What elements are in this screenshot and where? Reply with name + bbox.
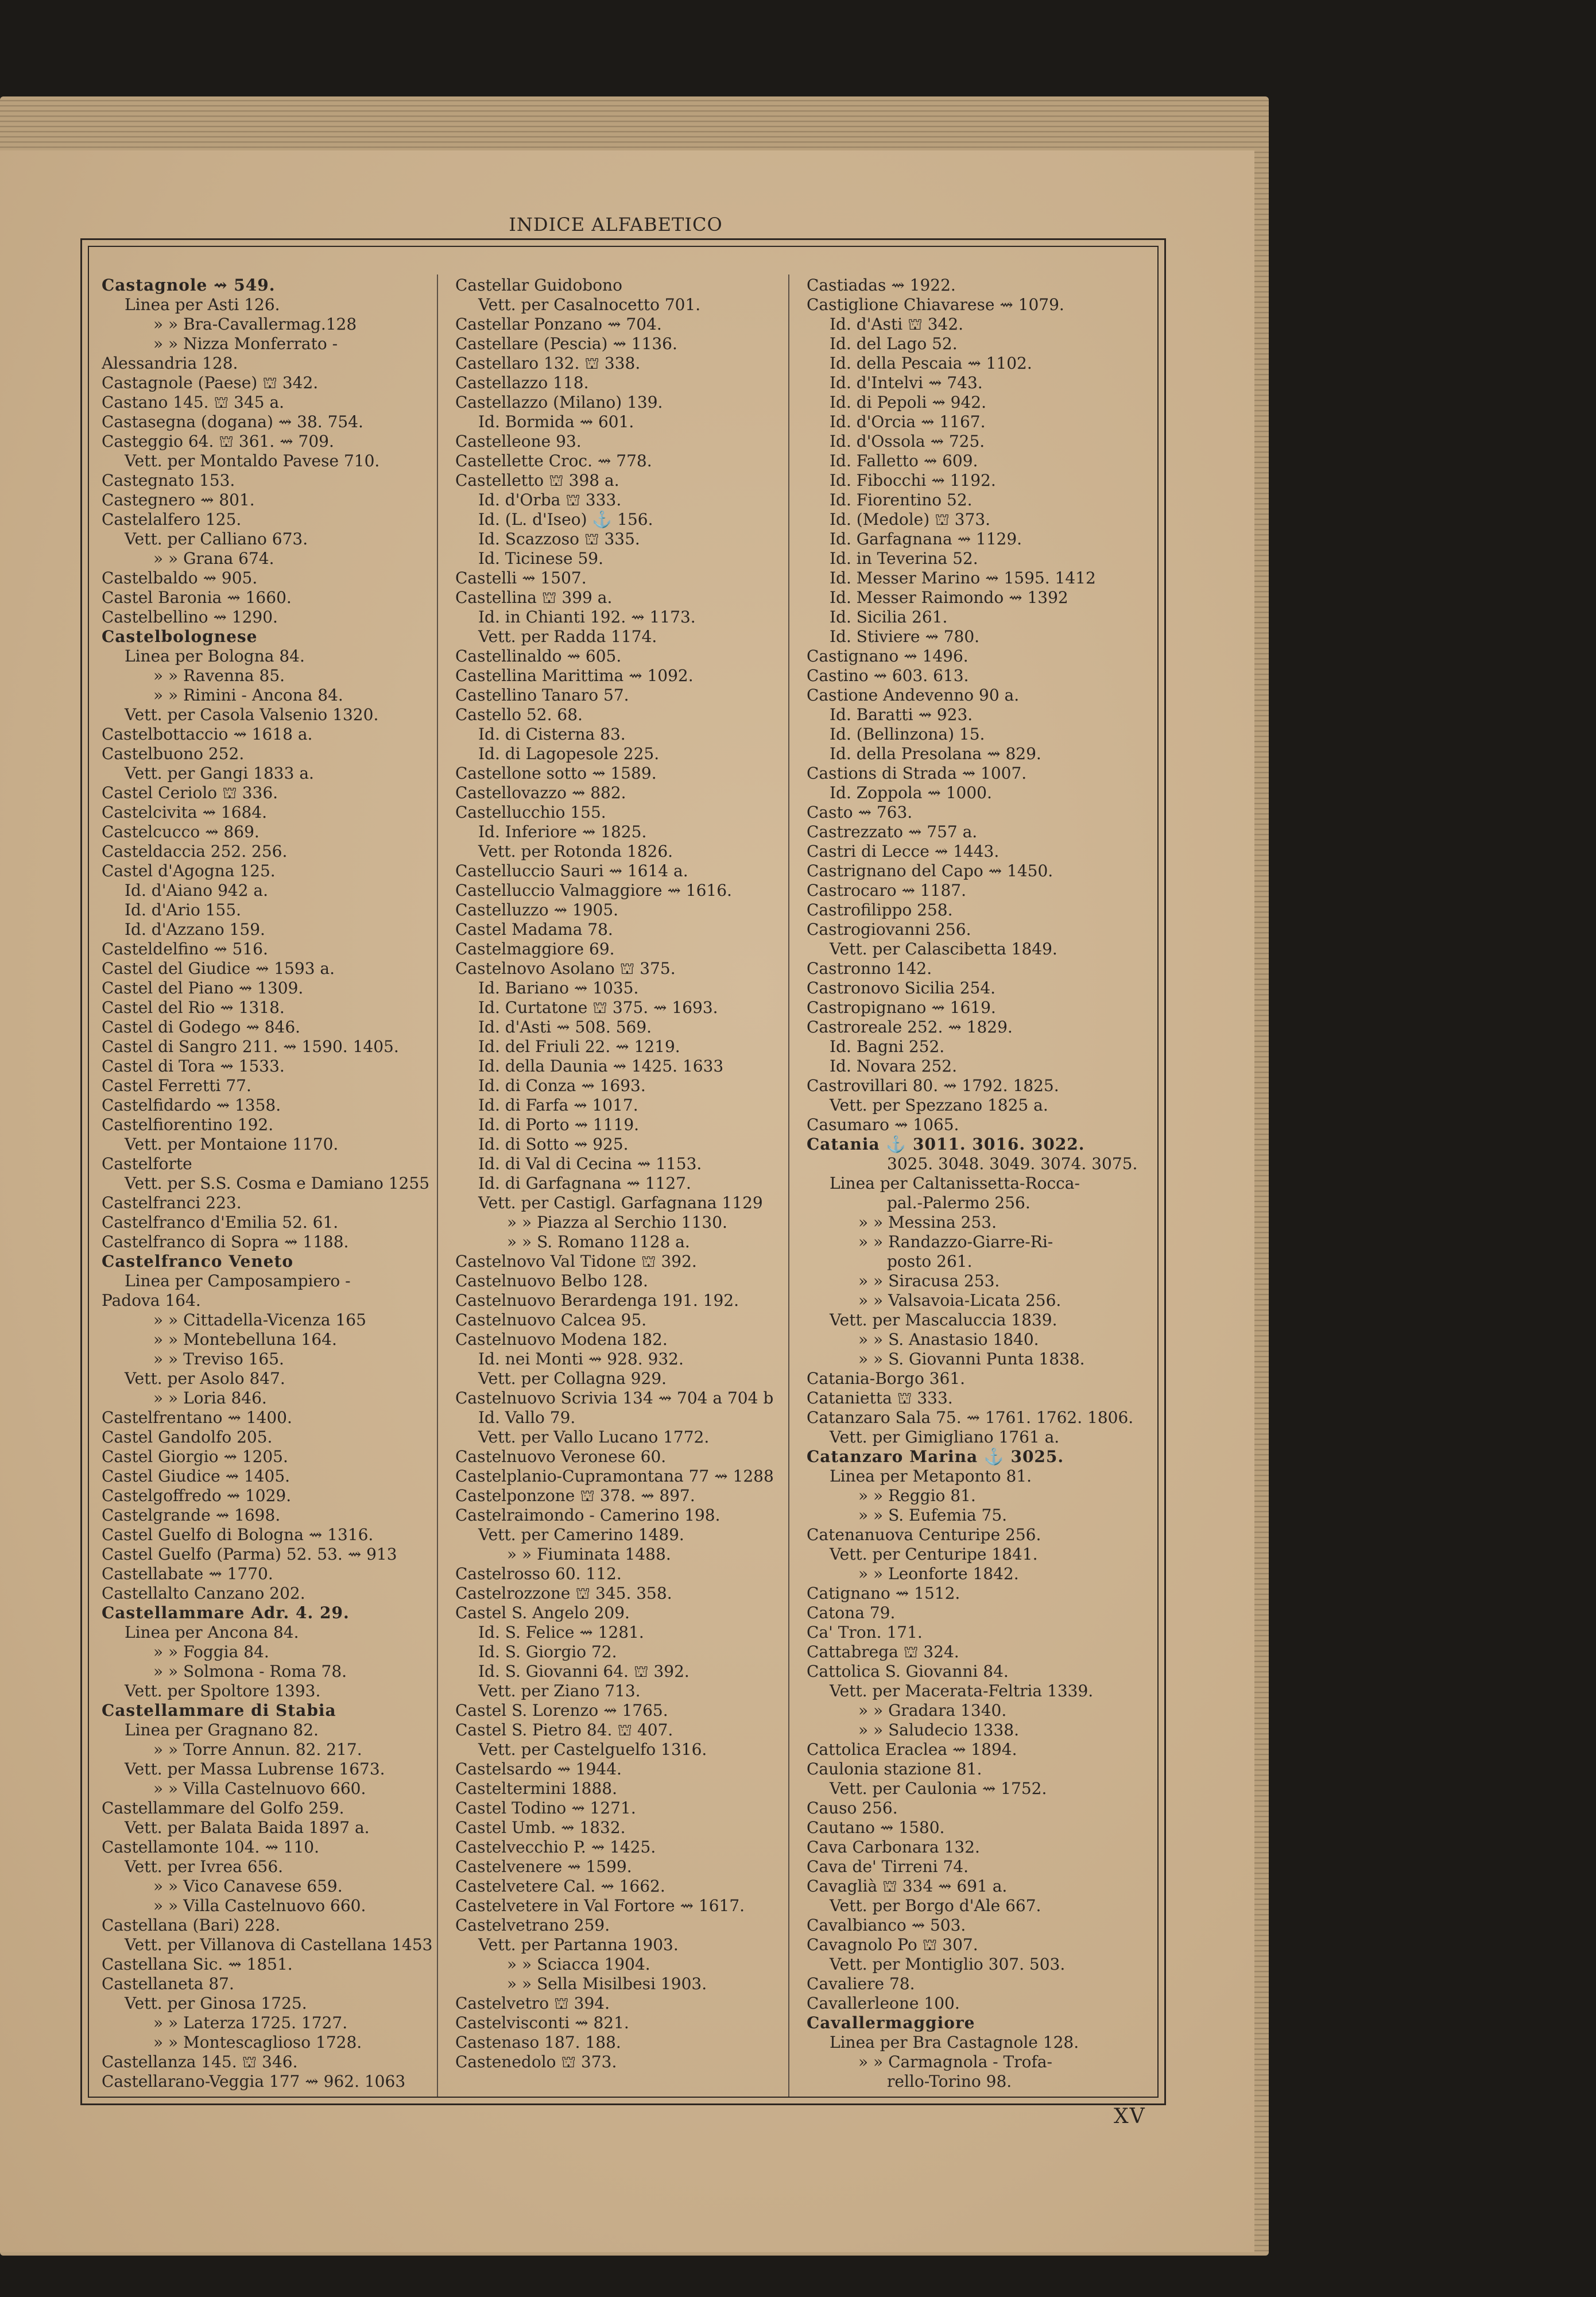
index-entry: Id. Garfagnana ⇝ 1129. bbox=[830, 529, 1022, 548]
index-entry: Cautano ⇝ 1580. bbox=[807, 1818, 945, 1837]
index-entry: Vett. per Spezzano 1825 a. bbox=[830, 1096, 1048, 1115]
index-entry: Id. Messer Raimondo ⇝ 1392 bbox=[830, 588, 1068, 607]
index-entry: Castelluccio Valmaggiore ⇝ 1616. bbox=[455, 881, 732, 900]
index-entry: Cavallermaggiore bbox=[807, 2013, 975, 2032]
index-entry: Cattolica S. Giovanni 84. bbox=[807, 1662, 1009, 1681]
index-entry: Castronno 142. bbox=[807, 959, 932, 978]
index-frame bbox=[80, 238, 1166, 2105]
index-entry: » » S. Giovanni Punta 1838. bbox=[858, 1349, 1085, 1368]
index-entry: Castel del Rio ⇝ 1318. bbox=[102, 998, 285, 1017]
index-entry: Linea per Gragnano 82. bbox=[125, 1720, 319, 1739]
index-entry: Id. di Pepoli ⇝ 942. bbox=[830, 393, 987, 412]
index-entry: Id. nei Monti ⇝ 928. 932. bbox=[478, 1349, 684, 1368]
index-entry: Vett. per Caulonia ⇝ 1752. bbox=[830, 1779, 1047, 1798]
index-entry: Vett. per Spoltore 1393. bbox=[125, 1681, 321, 1700]
index-entry: Castellammare del Golfo 259. bbox=[102, 1799, 344, 1818]
index-entry: Castel S. Angelo 209. bbox=[455, 1603, 630, 1622]
index-entry: Id. Ticinese 59. bbox=[478, 549, 604, 568]
index-entry: Castel Baronia ⇝ 1660. bbox=[102, 588, 292, 607]
index-entry: Casteltermini 1888. bbox=[455, 1779, 618, 1798]
index-entry: Castellanza 145. ⛫ 346. bbox=[102, 2052, 298, 2071]
index-entry: Castellana (Bari) 228. bbox=[102, 1916, 281, 1935]
index-entry: Castropignano ⇝ 1619. bbox=[807, 998, 996, 1017]
index-entry: Castelnuovo Berardenga 191. 192. bbox=[455, 1291, 739, 1310]
index-entry: Castel del Piano ⇝ 1309. bbox=[102, 979, 304, 997]
index-entry: Castel Ceriolo ⛫ 336. bbox=[102, 783, 278, 802]
index-entry: Id. del Lago 52. bbox=[830, 334, 958, 353]
index-entry: » » Reggio 81. bbox=[858, 1486, 976, 1505]
index-entry: Cavaglià ⛫ 334 ⇝ 691 a. bbox=[807, 1877, 1008, 1896]
index-entry: » » Grana 674. bbox=[153, 549, 274, 568]
index-entry: Cattabrega ⛫ 324. bbox=[807, 1642, 959, 1661]
index-entry: Linea per Bra Castagnole 128. bbox=[830, 2033, 1079, 2052]
index-entry: Castel Umb. ⇝ 1832. bbox=[455, 1818, 626, 1837]
index-entry: Casteldaccia 252. 256. bbox=[102, 842, 288, 861]
index-entry: Castellar Ponzano ⇝ 704. bbox=[455, 315, 662, 334]
index-entry: » » Montebelluna 164. bbox=[153, 1330, 337, 1349]
index-entry: Castelfrentano ⇝ 1400. bbox=[102, 1408, 292, 1427]
index-entry: Id. della Daunia ⇝ 1425. 1633 bbox=[478, 1057, 724, 1076]
index-entry: Id. Stiviere ⇝ 780. bbox=[830, 627, 980, 646]
index-entry: Id. S. Felice ⇝ 1281. bbox=[478, 1623, 644, 1642]
index-entry: Linea per Asti 126. bbox=[125, 295, 280, 314]
index-entry: Castellette Croc. ⇝ 778. bbox=[455, 451, 652, 470]
index-entry: Vett. per Gangi 1833 a. bbox=[125, 764, 314, 783]
index-entry: Id. (L. d'Iseo) ⚓ 156. bbox=[478, 510, 653, 529]
index-entry: Castelrosso 60. 112. bbox=[455, 1564, 622, 1583]
index-entry: Id. Sicilia 261. bbox=[830, 608, 948, 627]
index-entry: Id. Bormida ⇝ 601. bbox=[478, 412, 634, 431]
index-entry: » » Randazzo-Giarre-Ri- bbox=[858, 1232, 1053, 1251]
index-entry: Castellarano-Veggia 177 ⇝ 962. 1063 bbox=[102, 2072, 406, 2091]
index-entry: rello-Torino 98. bbox=[887, 2072, 1012, 2091]
index-entry: Id. Bagni 252. bbox=[830, 1037, 945, 1056]
index-entry: Vett. per Ginosa 1725. bbox=[125, 1994, 307, 2013]
index-entry: Castelfranco Veneto bbox=[102, 1252, 294, 1271]
index-entry: Vett. per Vallo Lucano 1772. bbox=[478, 1428, 710, 1447]
index-entry: Vett. per Calliano 673. bbox=[125, 529, 308, 548]
index-entry: Id. d'Asti ⇝ 508. 569. bbox=[478, 1018, 652, 1037]
index-entry: » » Solmona - Roma 78. bbox=[153, 1662, 347, 1681]
index-entry: Castellaro 132. ⛫ 338. bbox=[455, 354, 641, 373]
index-entry: Castelli ⇝ 1507. bbox=[455, 569, 587, 587]
index-entry: » » Gradara 1340. bbox=[858, 1701, 1007, 1720]
index-entry: Cava Carbonara 132. bbox=[807, 1838, 980, 1857]
index-entry: 3025. 3048. 3049. 3074. 3075. bbox=[887, 1154, 1138, 1173]
index-entry: Id. Scazzoso ⛫ 335. bbox=[478, 529, 640, 548]
index-entry: Castellina ⛫ 399 a. bbox=[455, 588, 613, 607]
index-entry: Castagnole ⇝ 549. bbox=[102, 276, 276, 295]
index-entry: » » Loria 846. bbox=[153, 1389, 267, 1407]
index-entry: Castelsardo ⇝ 1944. bbox=[455, 1760, 622, 1778]
index-entry: Cavagnolo Po ⛫ 307. bbox=[807, 1935, 978, 1954]
index-entry: Castagnole (Paese) ⛫ 342. bbox=[102, 373, 319, 392]
index-entry: pal.-Palermo 256. bbox=[887, 1193, 1031, 1212]
index-entry: Castri di Lecce ⇝ 1443. bbox=[807, 842, 1000, 861]
index-entry: Castel Gandolfo 205. bbox=[102, 1428, 273, 1447]
index-entry: Cava de' Tirreni 74. bbox=[807, 1857, 969, 1876]
index-entry: Id. Inferiore ⇝ 1825. bbox=[478, 822, 647, 841]
column-rule-2 bbox=[788, 274, 789, 2097]
index-entry: Castel Ferretti 77. bbox=[102, 1076, 251, 1095]
index-entry: Castelleone 93. bbox=[455, 432, 582, 451]
index-entry: Castelfranco d'Emilia 52. 61. bbox=[102, 1213, 339, 1232]
index-entry: Castelcivita ⇝ 1684. bbox=[102, 803, 268, 822]
index-entry: Castel Guelfo di Bologna ⇝ 1316. bbox=[102, 1525, 374, 1544]
index-entry: Castelvetere Cal. ⇝ 1662. bbox=[455, 1877, 665, 1896]
index-entry: Castelfiorentino 192. bbox=[102, 1115, 274, 1134]
index-entry: Id. Bariano ⇝ 1035. bbox=[478, 979, 639, 997]
index-entry: » » Leonforte 1842. bbox=[858, 1564, 1019, 1583]
index-entry: Vett. per Calascibetta 1849. bbox=[830, 939, 1057, 958]
index-entry: Castrignano del Capo ⇝ 1450. bbox=[807, 861, 1053, 880]
index-entry: Castelcucco ⇝ 869. bbox=[102, 822, 259, 841]
index-entry: Id. d'Orcia ⇝ 1167. bbox=[830, 412, 986, 431]
index-entry: » » Treviso 165. bbox=[153, 1349, 284, 1368]
index-entry: Id. in Teverina 52. bbox=[830, 549, 978, 568]
index-entry: Linea per Bologna 84. bbox=[125, 647, 305, 666]
index-entry: Id. d'Asti ⛫ 342. bbox=[830, 315, 964, 334]
index-entry: Castelvisconti ⇝ 821. bbox=[455, 2013, 629, 2032]
index-entry: Id. in Chianti 192. ⇝ 1173. bbox=[478, 608, 696, 627]
index-entry: Castellina Marittima ⇝ 1092. bbox=[455, 666, 694, 685]
index-entry: Id. di Garfagnana ⇝ 1127. bbox=[478, 1174, 691, 1193]
index-entry: Castenaso 187. 188. bbox=[455, 2033, 621, 2052]
index-entry: » » Villa Castelnuovo 660. bbox=[153, 1779, 366, 1798]
index-entry: Castelnuovo Scrivia 134 ⇝ 704 a 704 b bbox=[455, 1389, 774, 1407]
index-entry: Castellare (Pescia) ⇝ 1136. bbox=[455, 334, 677, 353]
index-entry: Castel di Tora ⇝ 1533. bbox=[102, 1057, 285, 1076]
index-entry: Id. Zoppola ⇝ 1000. bbox=[830, 783, 992, 802]
index-entry: Castelvetere in Val Fortore ⇝ 1617. bbox=[455, 1896, 745, 1915]
index-entry: Castronovo Sicilia 254. bbox=[807, 979, 996, 997]
index-entry: Catanzaro Sala 75. ⇝ 1761. 1762. 1806. bbox=[807, 1408, 1134, 1427]
index-entry: Casteldelfino ⇝ 516. bbox=[102, 939, 268, 958]
index-entry: Vett. per Mascaluccia 1839. bbox=[830, 1310, 1057, 1329]
index-entry: Id. Novara 252. bbox=[830, 1057, 957, 1076]
index-entry: Vett. per Montiglio 307. 503. bbox=[830, 1955, 1066, 1974]
index-entry: Castelnovo Asolano ⛫ 375. bbox=[455, 959, 676, 978]
index-entry: » » S. Anastasio 1840. bbox=[858, 1330, 1039, 1349]
index-entry: Vett. per Radda 1174. bbox=[478, 627, 657, 646]
index-entry: » » S. Eufemia 75. bbox=[858, 1506, 1008, 1525]
index-entry: Cattolica Eraclea ⇝ 1894. bbox=[807, 1740, 1017, 1759]
index-entry: Cavalbianco ⇝ 503. bbox=[807, 1916, 966, 1935]
index-entry: Catona 79. bbox=[807, 1603, 896, 1622]
index-entry: Castellino Tanaro 57. bbox=[455, 686, 629, 705]
index-entry: Castellar Guidobono bbox=[455, 276, 623, 295]
index-entry: » » Valsavoia-Licata 256. bbox=[858, 1291, 1062, 1310]
index-entry: Casumaro ⇝ 1065. bbox=[807, 1115, 959, 1134]
index-entry: » » Piazza al Serchio 1130. bbox=[507, 1213, 727, 1232]
index-entry: Ca' Tron. 171. bbox=[807, 1623, 923, 1642]
index-entry: Cavallerleone 100. bbox=[807, 1994, 960, 2013]
index-entry: Castelluccio Sauri ⇝ 1614 a. bbox=[455, 861, 688, 880]
index-entry: Caulonia stazione 81. bbox=[807, 1760, 982, 1778]
index-entry: Castelnuovo Veronese 60. bbox=[455, 1447, 667, 1466]
index-column-3 bbox=[807, 276, 1137, 2091]
index-entry: Castrovillari 80. ⇝ 1792. 1825. bbox=[807, 1076, 1059, 1095]
index-entry: Castelalfero 125. bbox=[102, 510, 242, 529]
index-entry: Id. Messer Marino ⇝ 1595. 1412 bbox=[830, 569, 1096, 587]
index-entry: Castelponzone ⛫ 378. ⇝ 897. bbox=[455, 1486, 695, 1505]
index-entry: Castano 145. ⛫ 345 a. bbox=[102, 393, 285, 412]
index-entry: Vett. per Asolo 847. bbox=[125, 1369, 285, 1388]
index-entry: Castel S. Pietro 84. ⛫ 407. bbox=[455, 1720, 673, 1739]
index-entry: » » Montescaglioso 1728. bbox=[153, 2033, 362, 2052]
index-entry: Casto ⇝ 763. bbox=[807, 803, 913, 822]
index-entry: Castel Giudice ⇝ 1405. bbox=[102, 1467, 290, 1486]
index-entry: Castel di Sangro 211. ⇝ 1590. 1405. bbox=[102, 1037, 399, 1056]
index-entry: » » S. Romano 1128 a. bbox=[507, 1232, 690, 1251]
index-frame-inner bbox=[88, 246, 1159, 2098]
index-entry: Padova 164. bbox=[102, 1291, 201, 1310]
index-entry: Catignano ⇝ 1512. bbox=[807, 1584, 960, 1603]
index-entry: Castellalto Canzano 202. bbox=[102, 1584, 305, 1603]
index-entry: » » Bra-Cavallermag.128 bbox=[153, 315, 357, 334]
index-entry: Castellinaldo ⇝ 605. bbox=[455, 647, 622, 666]
index-entry: Id. di Porto ⇝ 1119. bbox=[478, 1115, 640, 1134]
index-entry: Castel del Giudice ⇝ 1593 a. bbox=[102, 959, 335, 978]
index-entry: Id. d'Orba ⛫ 333. bbox=[478, 490, 622, 509]
index-entry: Castelforte bbox=[102, 1154, 192, 1173]
index-entry: Id. d'Ario 155. bbox=[125, 900, 242, 919]
index-entry: Linea per Metaponto 81. bbox=[830, 1467, 1032, 1486]
index-entry: Catania-Borgo 361. bbox=[807, 1369, 966, 1388]
index-entry: Id. del Friuli 22. ⇝ 1219. bbox=[478, 1037, 680, 1056]
index-entry: Vett. per Gimigliano 1761 a. bbox=[830, 1428, 1060, 1447]
index-entry: Id. (Medole) ⛫ 373. bbox=[830, 510, 991, 529]
index-entry: Castelvetrano 259. bbox=[455, 1916, 610, 1935]
index-entry: Catanietta ⛫ 333. bbox=[807, 1389, 953, 1407]
index-entry: Castrofilippo 258. bbox=[807, 900, 953, 919]
index-entry: Castelgrande ⇝ 1698. bbox=[102, 1506, 281, 1525]
index-entry: Vett. per Casola Valsenio 1320. bbox=[125, 705, 379, 724]
index-entry: » » Fiuminata 1488. bbox=[507, 1545, 671, 1564]
index-entry: » » Laterza 1725. 1727. bbox=[153, 2013, 348, 2032]
index-entry: Castelnuovo Modena 182. bbox=[455, 1330, 668, 1349]
index-entry: Castel d'Agogna 125. bbox=[102, 861, 276, 880]
index-entry: Castelnuovo Belbo 128. bbox=[455, 1271, 648, 1290]
index-entry: Castelletto ⛫ 398 a. bbox=[455, 471, 619, 490]
index-entry: Id. di Conza ⇝ 1693. bbox=[478, 1076, 646, 1095]
index-entry: Castello 52. 68. bbox=[455, 705, 583, 724]
index-entry: Vett. per Villanova di Castellana 1453 bbox=[125, 1935, 433, 1954]
index-entry: Catanzaro Marina ⚓ 3025. bbox=[807, 1447, 1064, 1466]
index-entry: Linea per Ancona 84. bbox=[125, 1623, 299, 1642]
index-entry: Alessandria 128. bbox=[102, 354, 238, 373]
index-entry: Vett. per Rotonda 1826. bbox=[478, 842, 673, 861]
index-entry: Castignano ⇝ 1496. bbox=[807, 647, 969, 666]
index-entry: Castenedolo ⛫ 373. bbox=[455, 2052, 617, 2071]
index-entry: Castelfidardo ⇝ 1358. bbox=[102, 1096, 281, 1115]
index-entry: Vett. per Ivrea 656. bbox=[125, 1857, 284, 1876]
index-entry: Casteggio 64. ⛫ 361. ⇝ 709. bbox=[102, 432, 334, 451]
index-entry: Cavaliere 78. bbox=[807, 1974, 915, 1993]
index-entry: Castelrozzone ⛫ 345. 358. bbox=[455, 1584, 672, 1603]
index-entry: Vett. per Camerino 1489. bbox=[478, 1525, 684, 1544]
index-entry: » » Sella Misilbesi 1903. bbox=[507, 1974, 707, 1993]
index-entry: Castiadas ⇝ 1922. bbox=[807, 276, 956, 295]
index-entry: Id. S. Giorgio 72. bbox=[478, 1642, 617, 1661]
index-entry: Castrocaro ⇝ 1187. bbox=[807, 881, 967, 900]
index-entry: Catenanuova Centuripe 256. bbox=[807, 1525, 1041, 1544]
index-entry: » » Saludecio 1338. bbox=[858, 1720, 1019, 1739]
index-entry: Castellaneta 87. bbox=[102, 1974, 234, 1993]
index-entry: Id. della Pescaia ⇝ 1102. bbox=[830, 354, 1032, 373]
index-entry: Castelbolognese bbox=[102, 627, 258, 646]
index-entry: Castellovazzo ⇝ 882. bbox=[455, 783, 626, 802]
index-entry: Castions di Strada ⇝ 1007. bbox=[807, 764, 1027, 783]
index-entry: Vett. per Balata Baida 1897 a. bbox=[125, 1818, 370, 1837]
index-entry: Castelvenere ⇝ 1599. bbox=[455, 1857, 632, 1876]
index-entry: Vett. per Castelguelfo 1316. bbox=[478, 1740, 707, 1759]
index-entry: Id. Baratti ⇝ 923. bbox=[830, 705, 973, 724]
index-entry: Id. di Sotto ⇝ 925. bbox=[478, 1135, 629, 1154]
index-entry: Castelbaldo ⇝ 905. bbox=[102, 569, 258, 587]
index-entry: Castione Andevenno 90 a. bbox=[807, 686, 1020, 705]
index-entry: Vett. per Macerata-Feltria 1339. bbox=[830, 1681, 1094, 1700]
page-number: XV bbox=[1114, 2105, 1146, 2128]
index-entry: Catania ⚓ 3011. 3016. 3022. bbox=[807, 1135, 1085, 1154]
index-entry: Id. d'Aiano 942 a. bbox=[125, 881, 269, 900]
index-entry: Castrogiovanni 256. bbox=[807, 920, 971, 939]
index-entry: Id. di Val di Cecina ⇝ 1153. bbox=[478, 1154, 702, 1173]
index-entry: Id. (Bellinzona) 15. bbox=[830, 725, 985, 744]
index-entry: Vett. per Ziano 713. bbox=[478, 1681, 641, 1700]
index-entry: » » Messina 253. bbox=[858, 1213, 997, 1232]
index-entry: Castelvecchio P. ⇝ 1425. bbox=[455, 1838, 656, 1857]
index-entry: Vett. per S.S. Cosma e Damiano 1255 bbox=[125, 1174, 430, 1193]
index-entry: Castellucchio 155. bbox=[455, 803, 606, 822]
index-entry: » » Sciacca 1904. bbox=[507, 1955, 650, 1974]
index-entry: Castel Guelfo (Parma) 52. 53. ⇝ 913 bbox=[102, 1545, 397, 1564]
index-entry: Id. Vallo 79. bbox=[478, 1408, 576, 1427]
index-column-1 bbox=[102, 276, 432, 2091]
index-entry: Linea per Caltanissetta-Rocca- bbox=[830, 1174, 1080, 1193]
index-entry: Castelbellino ⇝ 1290. bbox=[102, 608, 278, 627]
index-entry: Id. di Farfa ⇝ 1017. bbox=[478, 1096, 638, 1115]
index-entry: Castellammare di Stabia bbox=[102, 1701, 336, 1720]
index-entry: Vett. per Casalnocetto 701. bbox=[478, 295, 701, 314]
index-entry: Castroreale 252. ⇝ 1829. bbox=[807, 1018, 1013, 1037]
index-entry: Vett. per Massa Lubrense 1673. bbox=[125, 1760, 385, 1778]
index-entry: Vett. per Partanna 1903. bbox=[478, 1935, 679, 1954]
index-entry: Id. di Lagopesole 225. bbox=[478, 744, 660, 763]
index-entry: Vett. per Montaione 1170. bbox=[125, 1135, 339, 1154]
index-entry: Castelplanio-Cupramontana 77 ⇝ 1288 bbox=[455, 1467, 774, 1486]
index-entry: Castelmaggiore 69. bbox=[455, 939, 615, 958]
page-header: INDICE ALFABETICO bbox=[509, 214, 723, 235]
index-entry: Id. d'Ossola ⇝ 725. bbox=[830, 432, 985, 451]
index-entry: Castellazzo 118. bbox=[455, 373, 589, 392]
index-entry: » » Ravenna 85. bbox=[153, 666, 285, 685]
index-entry: » » Torre Annun. 82. 217. bbox=[153, 1740, 362, 1759]
index-entry: Castelnovo Val Tidone ⛫ 392. bbox=[455, 1252, 697, 1271]
index-entry: Id. Falletto ⇝ 609. bbox=[830, 451, 978, 470]
index-entry: Castel Giorgio ⇝ 1205. bbox=[102, 1447, 288, 1466]
index-entry: Id. S. Giovanni 64. ⛫ 392. bbox=[478, 1662, 689, 1681]
index-entry: » » Foggia 84. bbox=[153, 1642, 269, 1661]
index-entry: Id. Fibocchi ⇝ 1192. bbox=[830, 471, 996, 490]
index-entry: Id. di Cisterna 83. bbox=[478, 725, 626, 744]
index-entry: Castel Madama 78. bbox=[455, 920, 613, 939]
index-entry: Castellana Sic. ⇝ 1851. bbox=[102, 1955, 293, 1974]
index-entry: Castelluzzo ⇝ 1905. bbox=[455, 900, 619, 919]
index-entry: Castelraimondo - Camerino 198. bbox=[455, 1506, 720, 1525]
index-entry: Vett. per Castigl. Garfagnana 1129 bbox=[478, 1193, 763, 1212]
index-entry: Castelgoffredo ⇝ 1029. bbox=[102, 1486, 292, 1505]
index-entry: Castel Todino ⇝ 1271. bbox=[455, 1799, 636, 1818]
index-entry: Vett. per Centuripe 1841. bbox=[830, 1545, 1038, 1564]
index-entry: Castelvetro ⛫ 394. bbox=[455, 1994, 610, 2013]
index-entry: Castelfranco di Sopra ⇝ 1188. bbox=[102, 1232, 349, 1251]
index-entry: Id. della Presolana ⇝ 829. bbox=[830, 744, 1041, 763]
index-entry: Castellammare Adr. 4. 29. bbox=[102, 1603, 350, 1622]
index-entry: Id. d'Intelvi ⇝ 743. bbox=[830, 373, 983, 392]
index-entry: Id. d'Azzano 159. bbox=[125, 920, 265, 939]
index-entry: » » Vico Canavese 659. bbox=[153, 1877, 343, 1896]
index-entry: Castrezzato ⇝ 757 a. bbox=[807, 822, 978, 841]
index-entry: » » Nizza Monferrato - bbox=[153, 334, 338, 353]
index-entry: Id. Fiorentino 52. bbox=[830, 490, 973, 509]
index-entry: Castelnuovo Calcea 95. bbox=[455, 1310, 647, 1329]
index-entry: Vett. per Collagna 929. bbox=[478, 1369, 667, 1388]
index-entry: Castegnato 153. bbox=[102, 471, 235, 490]
index-entry: Causo 256. bbox=[807, 1799, 898, 1818]
index-entry: Castellabate ⇝ 1770. bbox=[102, 1564, 273, 1583]
index-entry: posto 261. bbox=[887, 1252, 973, 1271]
index-entry: Castellamonte 104. ⇝ 110. bbox=[102, 1838, 320, 1857]
index-column-2 bbox=[455, 276, 774, 2072]
index-entry: » » Cittadella-Vicenza 165 bbox=[153, 1310, 366, 1329]
index-entry: Castelfranci 223. bbox=[102, 1193, 242, 1212]
index-entry: Castiglione Chiavarese ⇝ 1079. bbox=[807, 295, 1064, 314]
index-entry: Castegnero ⇝ 801. bbox=[102, 490, 255, 509]
column-rule-1 bbox=[437, 274, 438, 2097]
index-entry: Castelbuono 252. bbox=[102, 744, 245, 763]
index-entry: » » Carmagnola - Trofa- bbox=[858, 2052, 1052, 2071]
index-entry: Castellone sotto ⇝ 1589. bbox=[455, 764, 657, 783]
index-entry: Vett. per Montaldo Pavese 710. bbox=[125, 451, 380, 470]
index-entry: Castelbottaccio ⇝ 1618 a. bbox=[102, 725, 313, 744]
index-entry: Castasegna (dogana) ⇝ 38. 754. bbox=[102, 412, 363, 431]
index-entry: Castel di Godego ⇝ 846. bbox=[102, 1018, 301, 1037]
index-entry: » » Siracusa 253. bbox=[858, 1271, 1000, 1290]
index-entry: » » Rimini - Ancona 84. bbox=[153, 686, 343, 705]
index-entry: » » Villa Castelnuovo 660. bbox=[153, 1896, 366, 1915]
index-entry: Castino ⇝ 603. 613. bbox=[807, 666, 969, 685]
index-entry: Linea per Camposampiero - bbox=[125, 1271, 351, 1290]
index-entry: Id. Curtatone ⛫ 375. ⇝ 1693. bbox=[478, 998, 718, 1017]
index-entry: Vett. per Borgo d'Ale 667. bbox=[830, 1896, 1041, 1915]
index-entry: Castellazzo (Milano) 139. bbox=[455, 393, 663, 412]
index-entry: Castel S. Lorenzo ⇝ 1765. bbox=[455, 1701, 668, 1720]
